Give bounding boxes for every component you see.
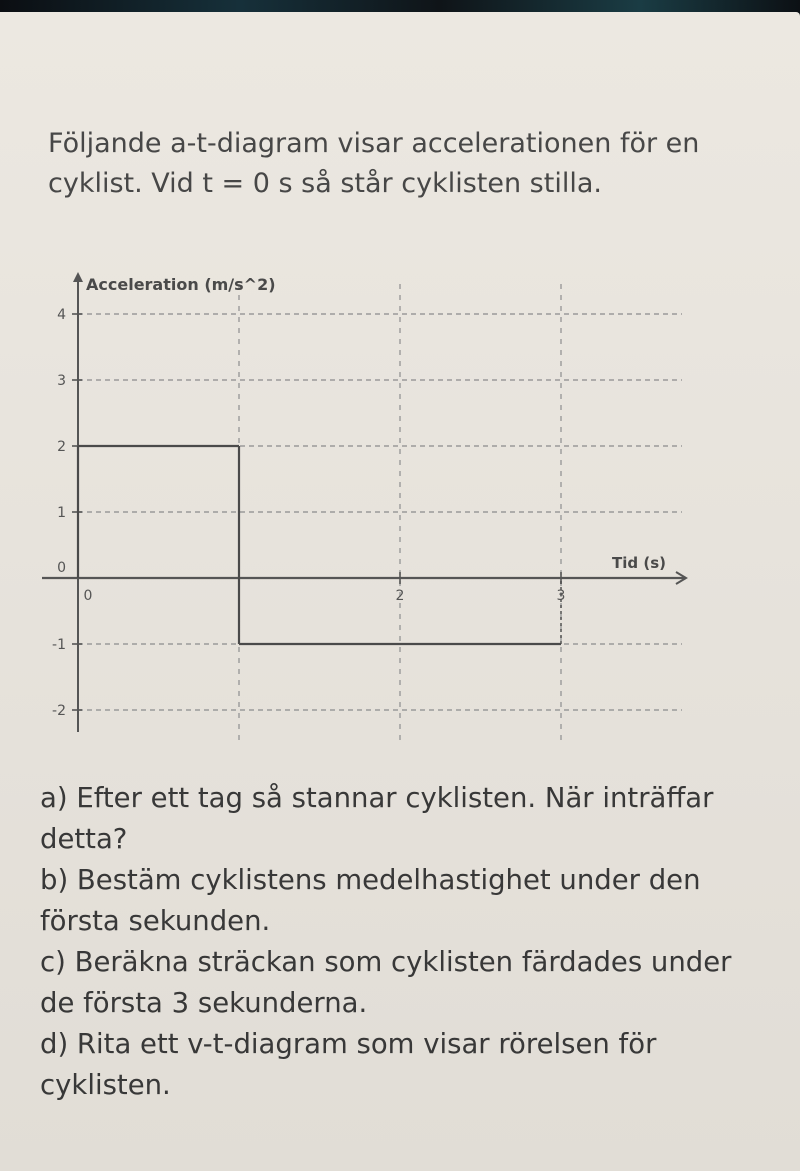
question-d bbox=[40, 1024, 770, 1106]
question-b-line-2: första sekunden. bbox=[40, 905, 271, 937]
question-c-line-2: de första 3 sekunderna. bbox=[40, 987, 368, 1019]
y-axis-arrow bbox=[73, 272, 83, 282]
chart-labels bbox=[52, 275, 666, 719]
y-tick-label-0: 0 bbox=[57, 560, 66, 576]
question-c bbox=[40, 942, 770, 1024]
x-axis-label: Tid (s) bbox=[612, 554, 666, 572]
question-c-line-1: c) Beräkna sträckan som cyklisten färdades under bbox=[40, 946, 732, 978]
textbook-page bbox=[0, 12, 800, 1171]
acceleration-time-chart bbox=[0, 252, 800, 772]
y-tick-label-1: 1 bbox=[57, 505, 66, 521]
intro-line-1: Följande a-t-diagram visar accelerationen för en bbox=[48, 128, 700, 159]
question-d-line-1: d) Rita ett v-t-diagram som visar rörelsen för bbox=[40, 1028, 657, 1060]
y-tick-label-2: 2 bbox=[57, 439, 66, 455]
y-axis-label: Acceleration (m/s^2) bbox=[86, 275, 276, 294]
y-tick-label-4: 4 bbox=[57, 307, 66, 323]
intro-line-2: cyklist. Vid t = 0 s så står cyklisten stilla. bbox=[48, 168, 602, 199]
question-d-line-2: cyklisten. bbox=[40, 1069, 171, 1101]
question-a-line-1: a) Efter ett tag så stannar cyklisten. När inträffar bbox=[40, 782, 714, 814]
chart-axes bbox=[42, 272, 686, 732]
x-tick-label-0: 0 bbox=[83, 588, 93, 604]
chart-series bbox=[78, 446, 561, 644]
y-tick-label--1: -1 bbox=[52, 637, 66, 653]
question-b-line-1: b) Bestäm cyklistens medelhastighet under den bbox=[40, 864, 701, 896]
chart-grid bbox=[72, 284, 682, 740]
question-a bbox=[40, 778, 770, 860]
question-a-line-2: detta? bbox=[40, 823, 128, 855]
problem-intro bbox=[48, 124, 728, 204]
y-tick-label--2: -2 bbox=[52, 703, 66, 719]
question-b bbox=[40, 860, 770, 942]
y-tick-label-3: 3 bbox=[57, 373, 66, 389]
x-tick-label-2: 2 bbox=[395, 588, 405, 604]
question-list bbox=[40, 778, 770, 1106]
x-tick-label-3: 3 bbox=[556, 588, 566, 604]
